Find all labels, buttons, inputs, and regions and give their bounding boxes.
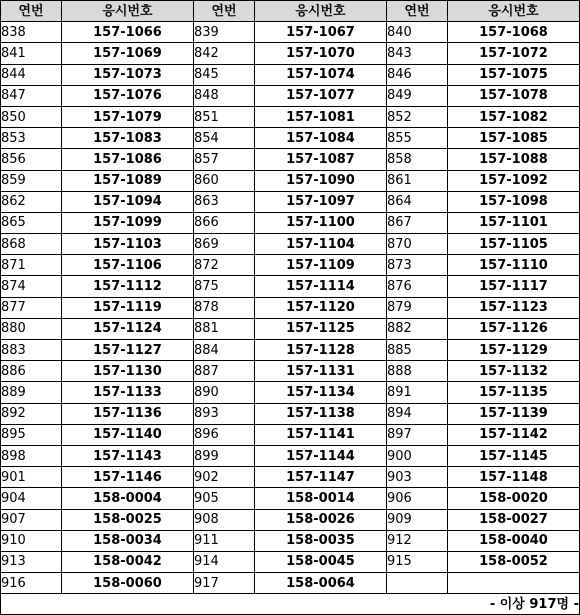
exam-number-cell: 158-0064 (255, 573, 387, 594)
exam-number-cell: 157-1127 (62, 340, 194, 361)
serial-number-cell: 867 (387, 212, 448, 233)
serial-number-cell: 896 (194, 424, 255, 445)
serial-number-cell: 895 (1, 424, 62, 445)
serial-number-cell: 868 (1, 234, 62, 255)
exam-number-cell: 157-1124 (62, 318, 194, 339)
serial-number-cell: 894 (387, 403, 448, 424)
exam-number-cell: 157-1106 (62, 255, 194, 276)
serial-number-cell (387, 573, 448, 594)
serial-number-cell: 850 (1, 106, 62, 127)
serial-number-cell: 875 (194, 276, 255, 297)
serial-number-cell: 897 (387, 424, 448, 445)
exam-number-cell: 157-1077 (255, 85, 387, 106)
exam-number-cell: 157-1125 (255, 318, 387, 339)
serial-number-cell: 916 (1, 573, 62, 594)
exam-number-cell: 157-1147 (255, 467, 387, 488)
serial-number-cell: 887 (194, 361, 255, 382)
exam-number-cell: 157-1084 (255, 128, 387, 149)
exam-number-cell (448, 573, 580, 594)
serial-number-cell: 885 (387, 340, 448, 361)
exam-number-cell: 158-0060 (62, 573, 194, 594)
table-row (1, 255, 580, 276)
table-row (1, 318, 580, 339)
exam-number-cell: 157-1086 (62, 149, 194, 170)
exam-number-cell: 158-0004 (62, 488, 194, 509)
serial-number-cell: 889 (1, 382, 62, 403)
serial-number-cell: 873 (387, 255, 448, 276)
exam-number-cell: 157-1083 (62, 128, 194, 149)
table-row (1, 43, 580, 64)
table-row (1, 551, 580, 572)
serial-number-cell: 879 (387, 297, 448, 318)
exam-number-cell: 157-1145 (448, 445, 580, 466)
exam-number-cell: 157-1148 (448, 467, 580, 488)
serial-number-cell: 841 (1, 43, 62, 64)
exam-number-cell: 157-1146 (62, 467, 194, 488)
serial-number-cell: 886 (1, 361, 62, 382)
exam-number-cell: 157-1092 (448, 170, 580, 191)
exam-number-cell: 158-0052 (448, 551, 580, 572)
exam-number-cell: 157-1085 (448, 128, 580, 149)
table-row (1, 106, 580, 127)
serial-number-cell: 877 (1, 297, 62, 318)
serial-number-cell: 842 (194, 43, 255, 64)
serial-number-cell: 849 (387, 85, 448, 106)
serial-number-cell: 864 (387, 191, 448, 212)
serial-number-cell: 848 (194, 85, 255, 106)
serial-number-cell: 907 (1, 509, 62, 530)
serial-number-cell: 838 (1, 22, 62, 43)
exam-number-cell: 158-0014 (255, 488, 387, 509)
serial-number-cell: 846 (387, 64, 448, 85)
exam-number-cell: 157-1076 (62, 85, 194, 106)
serial-number-cell: 851 (194, 106, 255, 127)
exam-number-cell: 157-1142 (448, 424, 580, 445)
exam-number-cell: 157-1144 (255, 445, 387, 466)
exam-number-cell: 157-1097 (255, 191, 387, 212)
exam-number-cell: 157-1131 (255, 361, 387, 382)
serial-number-cell: 898 (1, 445, 62, 466)
serial-number-cell: 913 (1, 551, 62, 572)
table-row (1, 445, 580, 466)
serial-number-cell: 914 (194, 551, 255, 572)
table-row (1, 22, 580, 43)
table-row (1, 170, 580, 191)
header-exam-number-3: 응시번호 (448, 1, 580, 22)
serial-number-cell: 854 (194, 128, 255, 149)
header-row (1, 1, 580, 22)
serial-number-cell: 881 (194, 318, 255, 339)
exam-number-cell: 157-1090 (255, 170, 387, 191)
exam-number-cell: 157-1143 (62, 445, 194, 466)
exam-number-cell: 158-0035 (255, 530, 387, 551)
serial-number-cell: 882 (387, 318, 448, 339)
exam-number-cell: 157-1136 (62, 403, 194, 424)
serial-number-cell: 905 (194, 488, 255, 509)
table-row (1, 403, 580, 424)
table-header (1, 1, 580, 22)
header-serial-1: 연번 (1, 1, 62, 22)
exam-number-cell: 157-1109 (255, 255, 387, 276)
exam-number-cell: 157-1133 (62, 382, 194, 403)
table-row (1, 509, 580, 530)
exam-number-cell: 157-1101 (448, 212, 580, 233)
table-row (1, 64, 580, 85)
exam-number-cell: 157-1082 (448, 106, 580, 127)
exam-number-cell: 157-1068 (448, 22, 580, 43)
exam-number-cell: 157-1066 (62, 22, 194, 43)
exam-number-cell: 157-1130 (62, 361, 194, 382)
table-row (1, 382, 580, 403)
exam-number-cell: 157-1140 (62, 424, 194, 445)
exam-number-cell: 157-1128 (255, 340, 387, 361)
exam-number-cell: 157-1072 (448, 43, 580, 64)
serial-number-cell: 892 (1, 403, 62, 424)
serial-number-cell: 839 (194, 22, 255, 43)
exam-number-cell: 157-1070 (255, 43, 387, 64)
serial-number-cell: 890 (194, 382, 255, 403)
table-row (1, 128, 580, 149)
table-row (1, 212, 580, 233)
table-row (1, 488, 580, 509)
serial-number-cell: 852 (387, 106, 448, 127)
exam-number-cell: 157-1087 (255, 149, 387, 170)
serial-number-cell: 843 (387, 43, 448, 64)
serial-number-cell: 880 (1, 318, 62, 339)
exam-number-cell: 157-1129 (448, 340, 580, 361)
exam-number-cell: 157-1079 (62, 106, 194, 127)
serial-number-cell: 874 (1, 276, 62, 297)
serial-number-cell: 902 (194, 467, 255, 488)
serial-number-cell: 901 (1, 467, 62, 488)
exam-number-cell: 157-1126 (448, 318, 580, 339)
exam-number-cell: 157-1074 (255, 64, 387, 85)
table-row (1, 424, 580, 445)
header-exam-number-1: 응시번호 (62, 1, 194, 22)
exam-number-cell: 157-1078 (448, 85, 580, 106)
exam-number-cell: 157-1141 (255, 424, 387, 445)
table-row (1, 234, 580, 255)
serial-number-cell: 904 (1, 488, 62, 509)
exam-number-cell: 158-0040 (448, 530, 580, 551)
exam-number-cell: 157-1098 (448, 191, 580, 212)
exam-number-cell: 157-1073 (62, 64, 194, 85)
exam-number-cell: 157-1132 (448, 361, 580, 382)
serial-number-cell: 883 (1, 340, 62, 361)
serial-number-cell: 845 (194, 64, 255, 85)
exam-number-cell: 157-1117 (448, 276, 580, 297)
serial-number-cell: 869 (194, 234, 255, 255)
table-body (1, 22, 580, 594)
exam-number-cell: 157-1103 (62, 234, 194, 255)
exam-number-cell: 157-1134 (255, 382, 387, 403)
serial-number-cell: 866 (194, 212, 255, 233)
serial-number-cell: 844 (1, 64, 62, 85)
table-row (1, 191, 580, 212)
exam-number-cell: 157-1104 (255, 234, 387, 255)
serial-number-cell: 860 (194, 170, 255, 191)
exam-number-cell: 158-0026 (255, 509, 387, 530)
exam-number-cell: 158-0020 (448, 488, 580, 509)
serial-number-cell: 884 (194, 340, 255, 361)
table-row (1, 85, 580, 106)
exam-number-cell: 157-1110 (448, 255, 580, 276)
serial-number-cell: 861 (387, 170, 448, 191)
exam-number-cell: 157-1120 (255, 297, 387, 318)
exam-number-cell: 158-0042 (62, 551, 194, 572)
table-row (1, 467, 580, 488)
exam-number-cell: 157-1075 (448, 64, 580, 85)
header-serial-3: 연번 (387, 1, 448, 22)
serial-number-cell: 857 (194, 149, 255, 170)
exam-number-cell: 158-0027 (448, 509, 580, 530)
serial-number-cell: 909 (387, 509, 448, 530)
serial-number-cell: 847 (1, 85, 62, 106)
serial-number-cell: 893 (194, 403, 255, 424)
header-exam-number-2: 응시번호 (255, 1, 387, 22)
serial-number-cell: 859 (1, 170, 62, 191)
exam-number-cell: 157-1105 (448, 234, 580, 255)
serial-number-cell: 915 (387, 551, 448, 572)
exam-number-cell: 157-1088 (448, 149, 580, 170)
serial-number-cell: 876 (387, 276, 448, 297)
exam-number-cell: 157-1094 (62, 191, 194, 212)
serial-number-cell: 910 (1, 530, 62, 551)
table-row (1, 530, 580, 551)
serial-number-cell: 908 (194, 509, 255, 530)
header-serial-2: 연번 (194, 1, 255, 22)
serial-number-cell: 863 (194, 191, 255, 212)
serial-number-cell: 906 (387, 488, 448, 509)
exam-number-cell: 157-1114 (255, 276, 387, 297)
serial-number-cell: 917 (194, 573, 255, 594)
table-row (1, 297, 580, 318)
exam-number-cell: 158-0034 (62, 530, 194, 551)
serial-number-cell: 840 (387, 22, 448, 43)
exam-number-cell: 157-1112 (62, 276, 194, 297)
serial-number-cell: 903 (387, 467, 448, 488)
serial-number-cell: 870 (387, 234, 448, 255)
exam-number-cell: 157-1123 (448, 297, 580, 318)
table-row (1, 149, 580, 170)
serial-number-cell: 865 (1, 212, 62, 233)
table-row (1, 573, 580, 594)
exam-number-cell: 157-1099 (62, 212, 194, 233)
serial-number-cell: 891 (387, 382, 448, 403)
exam-number-cell: 158-0025 (62, 509, 194, 530)
serial-number-cell: 853 (1, 128, 62, 149)
footer-row (1, 594, 580, 615)
serial-number-cell: 900 (387, 445, 448, 466)
serial-number-cell: 858 (387, 149, 448, 170)
serial-number-cell: 856 (1, 149, 62, 170)
total-count-note: - 이상 917명 - (1, 594, 580, 615)
exam-number-cell: 157-1067 (255, 22, 387, 43)
table-footer (1, 594, 580, 615)
serial-number-cell: 862 (1, 191, 62, 212)
exam-number-cell: 157-1138 (255, 403, 387, 424)
exam-number-cell: 157-1119 (62, 297, 194, 318)
serial-number-cell: 911 (194, 530, 255, 551)
exam-number-cell: 157-1100 (255, 212, 387, 233)
table-row (1, 361, 580, 382)
exam-number-cell: 157-1081 (255, 106, 387, 127)
exam-number-cell: 157-1135 (448, 382, 580, 403)
serial-number-cell: 888 (387, 361, 448, 382)
serial-number-cell: 912 (387, 530, 448, 551)
table-row (1, 340, 580, 361)
exam-number-cell: 158-0045 (255, 551, 387, 572)
serial-number-cell: 872 (194, 255, 255, 276)
serial-number-cell: 855 (387, 128, 448, 149)
serial-number-cell: 871 (1, 255, 62, 276)
serial-number-cell: 899 (194, 445, 255, 466)
exam-number-cell: 157-1139 (448, 403, 580, 424)
exam-number-cell: 157-1089 (62, 170, 194, 191)
exam-number-cell: 157-1069 (62, 43, 194, 64)
serial-number-cell: 878 (194, 297, 255, 318)
table-row (1, 276, 580, 297)
